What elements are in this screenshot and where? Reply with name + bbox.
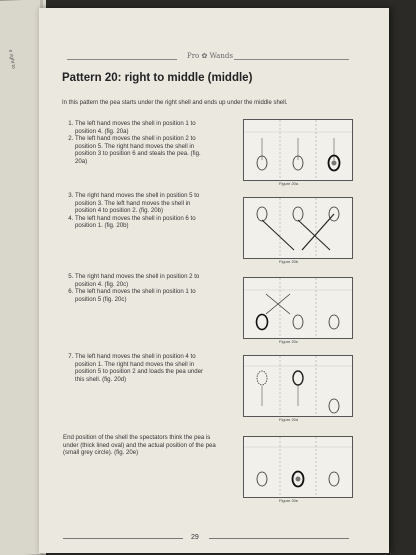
intro-text: In this pattern the pea starts under the right shell and ends up under the middle shell. [62, 100, 288, 106]
step-item: 7. The left hand moves the shell in position 4 to position 1. The right hand moves the shell in position 5 to position 2 and loads the pea under this shell. (fig. 20d) [75, 353, 213, 383]
figure-caption: Figure 20e [279, 498, 299, 503]
figure-caption: Figure 20d [279, 417, 299, 422]
step-item: 4. The left hand moves the shell in position 6 to position 1. (fig. 20b) [75, 215, 213, 230]
figure-20b [243, 197, 353, 259]
figure-caption: Figure 20c [279, 339, 298, 344]
figure-caption: Figure 20a [279, 181, 299, 186]
header-logo: Pro ✿ Wands [187, 52, 233, 60]
header-rule-left [67, 59, 177, 60]
step-item: 6. The left hand moves the shell in position 1 to position 5 (fig. 20c) [75, 288, 213, 303]
end-text-block [63, 434, 223, 457]
step-item: 1. The left hand moves the shell in position 1 to position 4. (fig. 20a) [75, 120, 213, 135]
figure-20c [243, 277, 353, 339]
page-number: 29 [191, 534, 199, 541]
steps-block-a [63, 120, 213, 166]
step-item: 2. The left hand moves the shell in position 2 to position 5. The right hand moves the shell in position 3 to position 6 and steals the pea. (fig. 20a) [75, 135, 213, 165]
header-rule-right [234, 59, 349, 60]
footer-rule-left [63, 538, 183, 539]
step-item: 5. The right hand moves the shell in position 2 to position 4. (fig. 20c) [75, 273, 213, 288]
figure-20d [243, 355, 353, 417]
footer-rule-right [209, 538, 349, 539]
book-page [38, 8, 389, 553]
left-page-text: e right to [7, 49, 17, 70]
figure-20a [243, 119, 353, 181]
end-text: End position of the shell the spectators think the pea is under (thick lined oval) and the actual position of the pea (small grey circle). (fig. 20e) [63, 434, 216, 457]
steps-block-d [63, 353, 213, 383]
figure-20e [243, 436, 353, 498]
steps-block-c [63, 273, 213, 303]
steps-block-b [63, 192, 213, 230]
step-item: 3. The right hand moves the shell in position 5 to position 3. The left hand moves the shell in position 4 to position 2. (fig. 20b) [75, 192, 213, 215]
figure-caption: Figure 20b [279, 259, 299, 264]
page-title: Pattern 20: right to middle (middle) [62, 72, 253, 84]
